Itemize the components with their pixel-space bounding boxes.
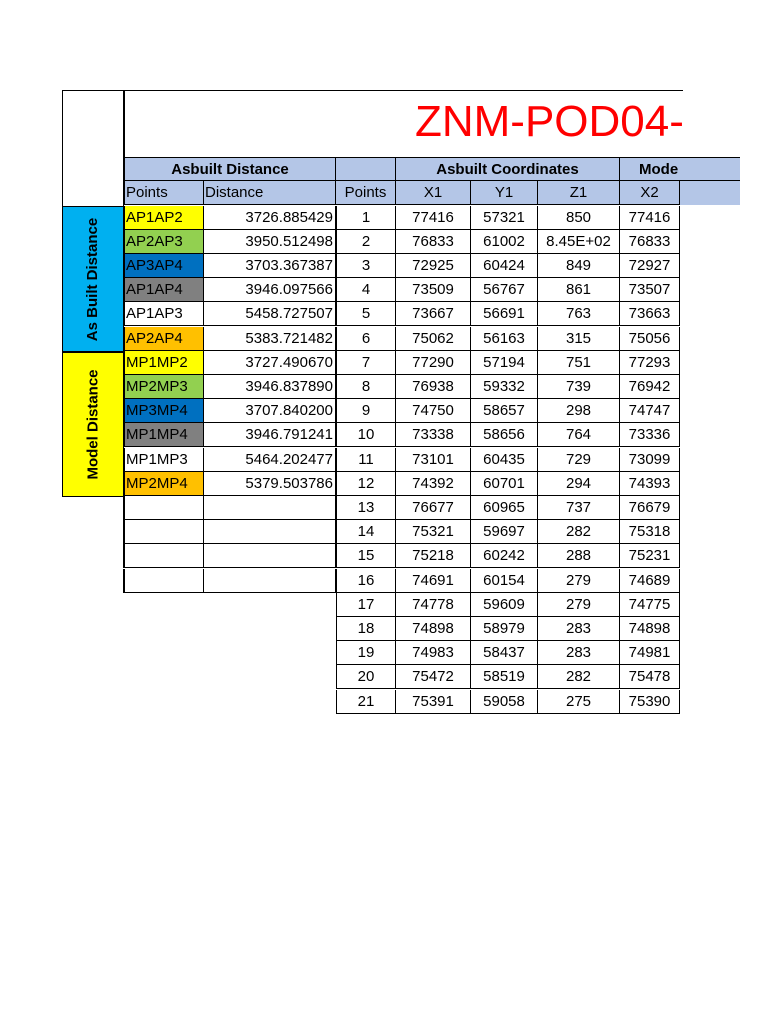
distance-value: 3946.097566 [204, 278, 336, 302]
coord-x1: 73667 [396, 302, 471, 326]
model-side-text: Model Distance [84, 369, 102, 480]
coord-z1: 294 [538, 472, 620, 496]
coord-point-number: 2 [336, 230, 396, 254]
coord-x2: 75231 [620, 544, 680, 568]
distance-value: 5464.202477 [204, 448, 336, 472]
coord-z1: 849 [538, 254, 620, 278]
coord-x2: 77293 [620, 351, 680, 375]
coord-y1: 61002 [471, 230, 538, 254]
distance-point-name: AP1AP4 [123, 278, 204, 302]
coord-point-number: 21 [336, 690, 396, 714]
coord-y1: 59058 [471, 690, 538, 714]
coord-y1: 58656 [471, 423, 538, 447]
distance-point-name: MP1MP3 [123, 448, 204, 472]
coord-z1: 279 [538, 569, 620, 593]
coord-y1: 57194 [471, 351, 538, 375]
coord-z1: 739 [538, 375, 620, 399]
coord-y1: 56691 [471, 302, 538, 326]
coord-point-number: 13 [336, 496, 396, 520]
page-title: ZNM-POD04- [415, 97, 684, 146]
coord-x2: 77416 [620, 206, 680, 230]
coord-x2: 75056 [620, 327, 680, 351]
coord-point-number: 8 [336, 375, 396, 399]
coord-point-number: 19 [336, 641, 396, 665]
distance-value: 3946.837890 [204, 375, 336, 399]
coord-x1: 75062 [396, 327, 471, 351]
coord-y1: 59332 [471, 375, 538, 399]
distance-point-name: MP1MP2 [123, 351, 204, 375]
coord-z1: 298 [538, 399, 620, 423]
coord-x2: 76679 [620, 496, 680, 520]
coord-point-number: 12 [336, 472, 396, 496]
distance-value: 3727.490670 [204, 351, 336, 375]
coord-x1: 76833 [396, 230, 471, 254]
coord-x2: 75478 [620, 665, 680, 689]
distance-value: 3946.791241 [204, 423, 336, 447]
coord-point-number: 6 [336, 327, 396, 351]
coord-z1: 288 [538, 544, 620, 568]
coord-x1: 74983 [396, 641, 471, 665]
left-frame [62, 90, 124, 206]
distance-point-name [123, 569, 204, 593]
coord-x1: 75391 [396, 690, 471, 714]
coord-x2: 74747 [620, 399, 680, 423]
coord-point-number: 15 [336, 544, 396, 568]
coord-x2: 74689 [620, 569, 680, 593]
coord-x1: 74750 [396, 399, 471, 423]
coord-z1: 764 [538, 423, 620, 447]
coord-point-number: 4 [336, 278, 396, 302]
distance-point-name: AP3AP4 [123, 254, 204, 278]
coord-x1: 73101 [396, 448, 471, 472]
coord-x2: 72927 [620, 254, 680, 278]
coord-z1: 282 [538, 665, 620, 689]
distance-point-name: MP2MP4 [123, 472, 204, 496]
asbuilt-distance-header: Asbuilt Distance [123, 157, 336, 181]
distance-value: 3950.512498 [204, 230, 336, 254]
coord-z1: 861 [538, 278, 620, 302]
coord-point-number: 3 [336, 254, 396, 278]
coord-y1: 60701 [471, 472, 538, 496]
col-coord-points-header: Points [336, 181, 396, 205]
distance-point-name: AP1AP3 [123, 302, 204, 326]
distance-point-name: MP2MP3 [123, 375, 204, 399]
distance-point-name [123, 496, 204, 520]
coord-point-number: 5 [336, 302, 396, 326]
coord-z1: 315 [538, 327, 620, 351]
distance-value: 3707.840200 [204, 399, 336, 423]
coord-y1: 60242 [471, 544, 538, 568]
model-side-label [62, 352, 124, 497]
coord-x2: 73336 [620, 423, 680, 447]
distance-point-name: MP1MP4 [123, 423, 204, 447]
col-z1-header: Z1 [538, 181, 620, 205]
coord-y1: 60965 [471, 496, 538, 520]
coord-x1: 74778 [396, 593, 471, 617]
coord-point-number: 16 [336, 569, 396, 593]
coord-z1: 279 [538, 593, 620, 617]
header-overflow-fill [680, 181, 740, 205]
model-coordinates-header: Mode [620, 157, 740, 181]
coord-x1: 74898 [396, 617, 471, 641]
distance-value: 5458.727507 [204, 302, 336, 326]
asbuilt-coordinates-header: Asbuilt Coordinates [396, 157, 620, 181]
coord-y1: 58979 [471, 617, 538, 641]
coord-y1: 60435 [471, 448, 538, 472]
coord-x2: 76833 [620, 230, 680, 254]
coord-x2: 74981 [620, 641, 680, 665]
coord-point-number: 20 [336, 665, 396, 689]
coord-x1: 72925 [396, 254, 471, 278]
coord-point-number: 17 [336, 593, 396, 617]
coord-x2: 74775 [620, 593, 680, 617]
distance-point-name: MP3MP4 [123, 399, 204, 423]
distance-point-name: AP1AP2 [123, 206, 204, 230]
coord-y1: 56163 [471, 327, 538, 351]
coord-x1: 76677 [396, 496, 471, 520]
coord-z1: 729 [538, 448, 620, 472]
coord-y1: 56767 [471, 278, 538, 302]
coord-point-number: 10 [336, 423, 396, 447]
coord-z1: 763 [538, 302, 620, 326]
coord-x1: 77290 [396, 351, 471, 375]
distance-point-name [123, 520, 204, 544]
coord-point-number: 14 [336, 520, 396, 544]
as-built-side-text: As Built Distance [84, 217, 102, 341]
coord-y1: 58657 [471, 399, 538, 423]
coord-point-number: 1 [336, 206, 396, 230]
coord-x1: 76938 [396, 375, 471, 399]
coord-point-number: 9 [336, 399, 396, 423]
coord-x2: 74393 [620, 472, 680, 496]
coord-z1: 282 [538, 520, 620, 544]
coord-point-number: 11 [336, 448, 396, 472]
distance-point-name: AP2AP4 [123, 327, 204, 351]
distance-value: 5383.721482 [204, 327, 336, 351]
coord-z1: 737 [538, 496, 620, 520]
coord-x2: 73099 [620, 448, 680, 472]
coord-x1: 73338 [396, 423, 471, 447]
coord-x2: 75390 [620, 690, 680, 714]
coord-x2: 73663 [620, 302, 680, 326]
coord-z1: 8.45E+02 [538, 230, 620, 254]
coord-z1: 275 [538, 690, 620, 714]
coord-y1: 60154 [471, 569, 538, 593]
coord-x1: 75218 [396, 544, 471, 568]
distance-value: 3726.885429 [204, 206, 336, 230]
coord-x1: 77416 [396, 206, 471, 230]
distance-value [204, 520, 336, 544]
distance-value [204, 569, 336, 593]
col-distance-header: Distance [204, 181, 336, 205]
distance-value [204, 544, 336, 568]
coord-point-number: 18 [336, 617, 396, 641]
coord-z1: 850 [538, 206, 620, 230]
coord-x2: 75318 [620, 520, 680, 544]
coord-y1: 59609 [471, 593, 538, 617]
distance-value [204, 496, 336, 520]
coord-y1: 58519 [471, 665, 538, 689]
distance-point-name: AP2AP3 [123, 230, 204, 254]
coord-y1: 60424 [471, 254, 538, 278]
distance-point-name [123, 544, 204, 568]
coord-x1: 75321 [396, 520, 471, 544]
coord-y1: 57321 [471, 206, 538, 230]
coord-z1: 751 [538, 351, 620, 375]
coord-x1: 75472 [396, 665, 471, 689]
coord-x2: 74898 [620, 617, 680, 641]
coord-x1: 74691 [396, 569, 471, 593]
blank-header-cell [336, 157, 396, 181]
coord-x2: 76942 [620, 375, 680, 399]
col-x1-header: X1 [396, 181, 471, 205]
col-x2-header: X2 [620, 181, 680, 205]
coord-z1: 283 [538, 617, 620, 641]
coord-y1: 58437 [471, 641, 538, 665]
coord-z1: 283 [538, 641, 620, 665]
distance-value: 3703.367387 [204, 254, 336, 278]
coord-point-number: 7 [336, 351, 396, 375]
distance-value: 5379.503786 [204, 472, 336, 496]
as-built-side-label [62, 206, 124, 352]
coord-x2: 73507 [620, 278, 680, 302]
coord-x1: 74392 [396, 472, 471, 496]
coord-x1: 73509 [396, 278, 471, 302]
coord-y1: 59697 [471, 520, 538, 544]
col-points-header: Points [123, 181, 204, 205]
col-y1-header: Y1 [471, 181, 538, 205]
